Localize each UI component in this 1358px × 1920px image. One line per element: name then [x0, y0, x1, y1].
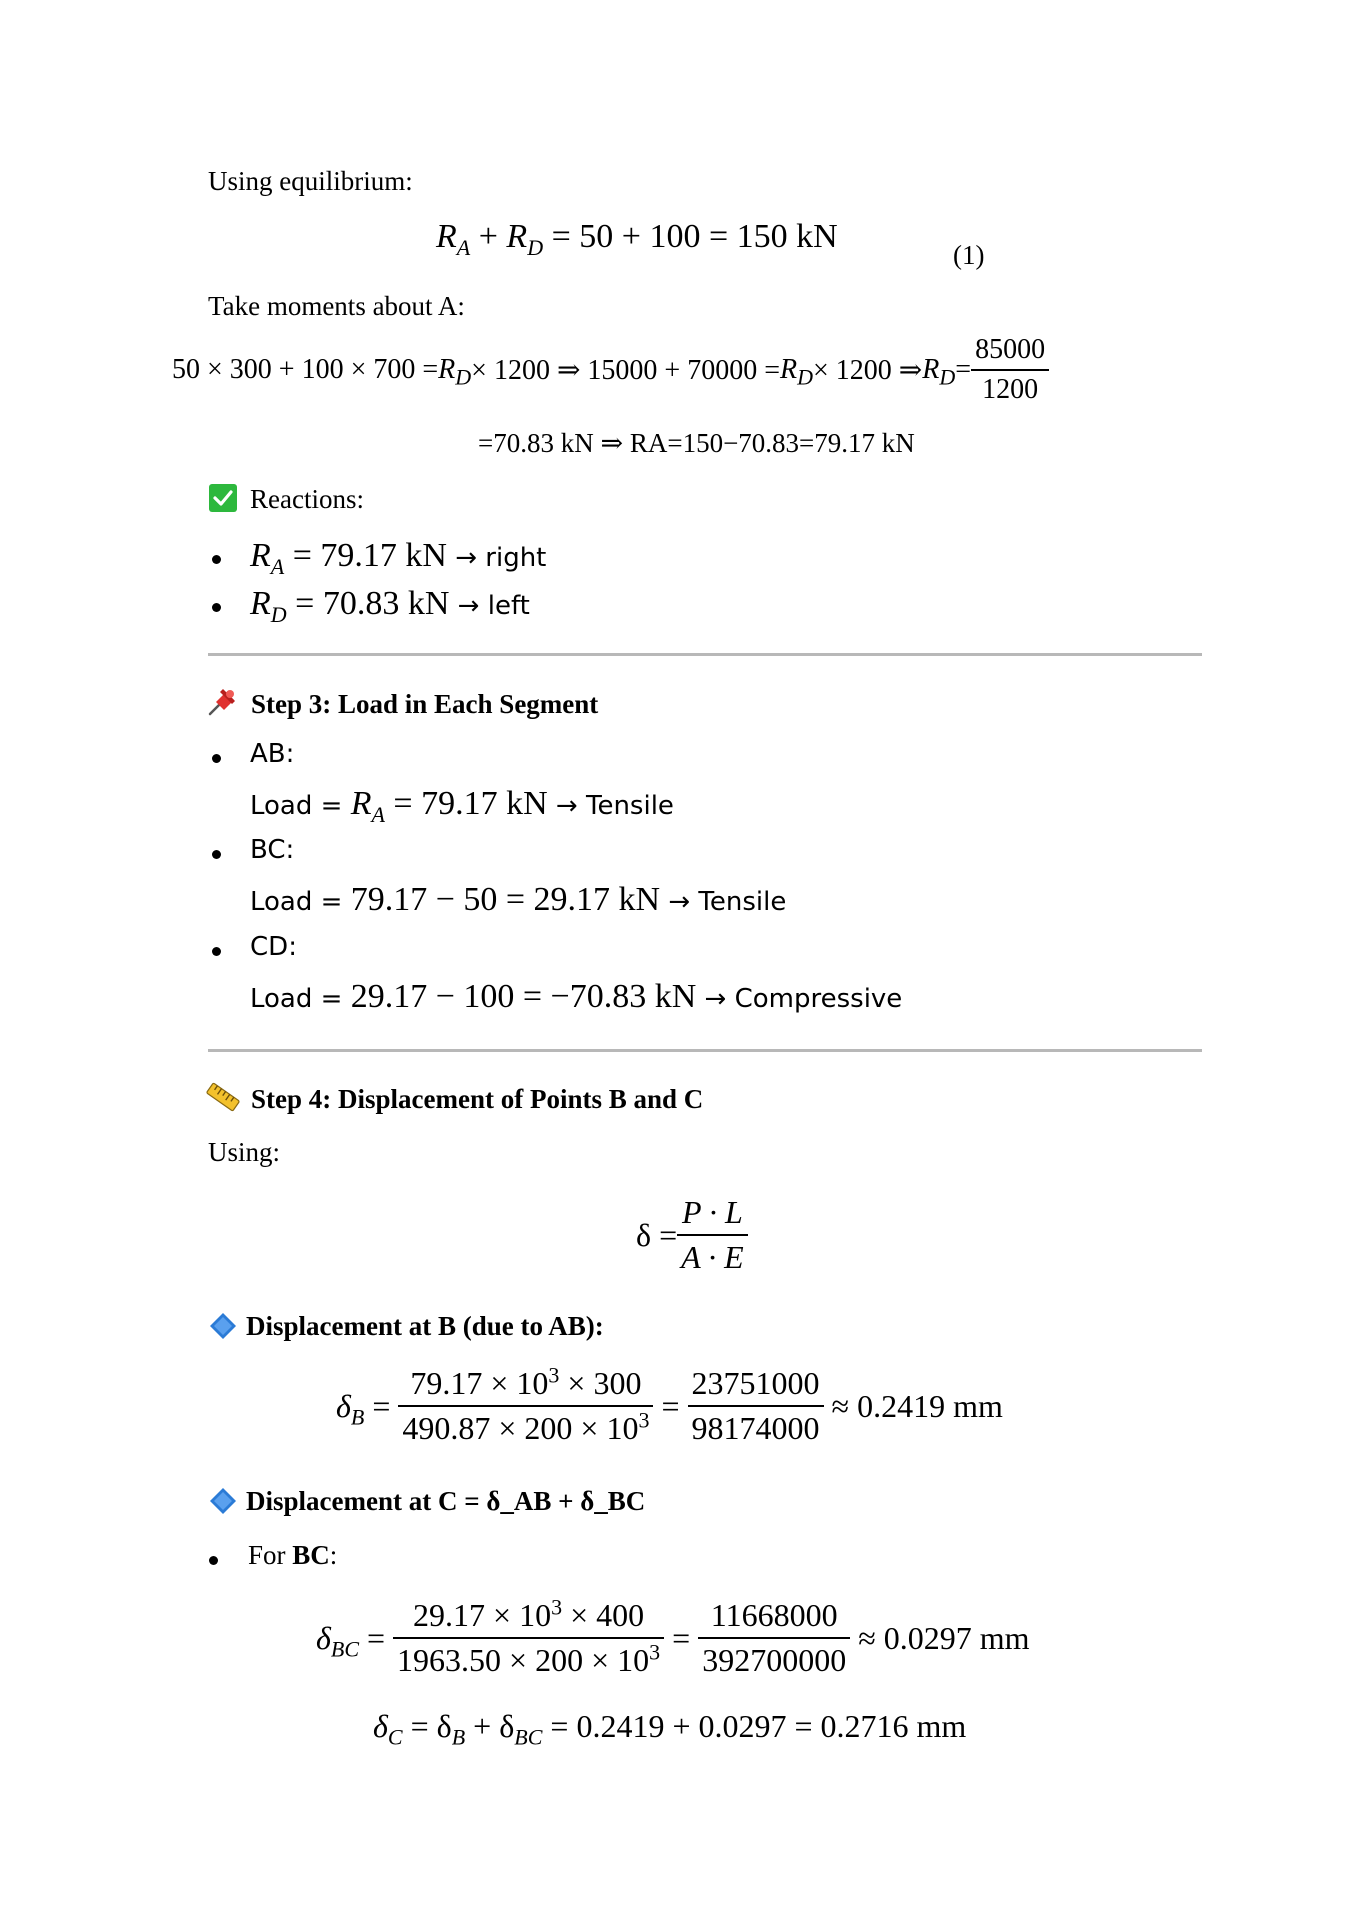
segment-ab-label: AB: [250, 739, 286, 769]
disp-c-bc-sub: BC: [514, 1724, 543, 1750]
reaction-rd-value: = 70.83 kN: [286, 585, 450, 622]
disp-c-sub: C: [387, 1724, 403, 1750]
displacement-bc-equation: $\delta_{BC}$ = $\frac{29.17 \times 10^3 \times 400}{1963.50 \times 200 \times 10^3}$ = $\frac{11668000}{392700000}$ ≈ 0.0297 mm: [316, 1594, 1030, 1678]
disp-bc-den1-exp: 3: [649, 1639, 661, 1665]
moments-frac-num: 85000: [975, 334, 1046, 365]
check-mark-icon: [208, 483, 238, 513]
using-text: Using:: [208, 1137, 281, 1167]
moments-equation: [172, 334, 1049, 406]
moments-mid: × 1200 ⇒ 15000 + 70000 =: [471, 355, 781, 386]
eq1-rhs: = 50 + 100 = 150 kN: [543, 218, 838, 255]
disp-bc-den1: 1963.50 × 200 × 10: [397, 1642, 650, 1678]
step3-title: Step 3: Load in Each Segment: [251, 689, 599, 719]
disp-b-num2: 23751000: [691, 1365, 820, 1401]
reaction-item-rd: [250, 585, 530, 627]
reaction-ra-symbol: R: [250, 537, 271, 574]
disp-bc-num1-exp: 3: [551, 1594, 563, 1620]
segment-ab-load: [250, 785, 674, 827]
moments-lhs: 50 × 300 + 100 × 700 =: [172, 354, 439, 385]
segment-cd-type: Compressive: [734, 984, 903, 1014]
disp-c-b-sub: B: [451, 1724, 466, 1750]
reaction-rd-symbol: R: [250, 585, 271, 622]
delta-formula-lhs: δ =: [636, 1216, 678, 1253]
segment-ab-expr: = 79.17 kN: [384, 785, 548, 822]
reaction-rd-sub: D: [270, 601, 287, 627]
segment-ab-arrow: →: [547, 791, 586, 821]
segment-bc-name: [250, 835, 294, 865]
eq1-plus: +: [470, 218, 507, 255]
disp-c-result: = 0.2419 + 0.0297 = 0.2716 mm: [542, 1708, 967, 1744]
disp-b-fraction-1: [398, 1362, 653, 1447]
moments-rd2-sub: D: [797, 364, 814, 390]
reaction-ra-value: = 79.17 kN: [284, 537, 447, 574]
moments-fraction: [971, 334, 1049, 406]
segment-cd-load-label: Load =: [250, 984, 351, 1014]
bullet-dot: [212, 754, 221, 763]
segment-cd-colon: :: [288, 932, 297, 962]
equation-number: (1): [953, 240, 985, 270]
bullet-dot: [212, 603, 221, 612]
take-moments-text: Take moments about A:: [208, 291, 465, 321]
segment-bc-arrow: →: [660, 887, 699, 917]
disp-b-fraction-2: [688, 1365, 824, 1447]
blue-diamond-icon: [209, 1487, 237, 1515]
disp-c-eq-b: = δ: [402, 1708, 452, 1744]
delta-formula-den: A · E: [681, 1239, 744, 1275]
moments-rd3-sub: D: [939, 364, 956, 390]
segment-ab-name: [250, 739, 294, 769]
delta-formula-fraction: [677, 1194, 748, 1276]
moments-mid2: × 1200 ⇒: [813, 355, 923, 386]
disp-bc-num1: 29.17 × 10: [413, 1597, 552, 1633]
reactions-label: Reactions:: [250, 484, 364, 514]
disp-b-num1-exp: 3: [548, 1362, 560, 1388]
segment-cd-arrow: →: [696, 984, 735, 1014]
bullet-dot: [212, 947, 221, 956]
segment-cd-name: [250, 932, 297, 962]
segment-bc-type: Tensile: [698, 887, 787, 917]
disp-bc-result: ≈ 0.0297 mm: [858, 1619, 1030, 1656]
moments-rd-symbol: R: [438, 354, 456, 385]
moments-eq: =: [955, 354, 972, 385]
disp-b-den1-exp: 3: [638, 1407, 650, 1433]
segment-bc-colon: :: [285, 835, 295, 865]
eq1-rd-sub: D: [527, 234, 544, 260]
segment-bc-load: [250, 881, 786, 919]
for-bc-label: [248, 1540, 337, 1571]
segment-cd-expr: 29.17 − 100 = −70.83 kN: [350, 978, 697, 1015]
bullet-dot: [209, 1556, 218, 1565]
reaction-ra-sub: A: [270, 553, 285, 579]
moments-rd-sub: D: [455, 364, 472, 390]
disp-b-num1: 79.17 × 10: [410, 1365, 549, 1401]
disp-bc-fraction-1: [393, 1594, 664, 1679]
segment-ab-type: Tensile: [585, 791, 674, 821]
delta-formula: [636, 1194, 748, 1276]
step4-title: Step 4: Displacement of Points B and C: [251, 1084, 704, 1114]
bullet-dot: [212, 555, 221, 564]
for-colon: :: [329, 1540, 338, 1570]
disp-bc-sub: BC: [330, 1635, 359, 1661]
using-equilibrium-text: Using equilibrium:: [208, 166, 413, 196]
eq1-rd-symbol: R: [506, 218, 528, 255]
disp-c-eq-c: + δ: [465, 1708, 515, 1744]
disp-bc-num1-rest: × 400: [562, 1597, 645, 1633]
disp-bc-den2: 392700000: [702, 1642, 847, 1678]
segment-bc-label: BC: [250, 835, 286, 865]
segment-bc-expr: 79.17 − 50 = 29.17 kN: [350, 881, 661, 918]
disp-bc-num2: 11668000: [710, 1597, 838, 1633]
for-bc-bold: BC: [292, 1540, 330, 1570]
segment-ab-symbol: R: [350, 785, 372, 822]
disp-bc-delta: δ: [316, 1619, 331, 1656]
displacement-b-equation: $\delta_B$ = $\frac{79.17 \times 10^3 \times 300}{490.87 \times 200 \times 10^3}$ = $\frac{23751000}{98174000}$ ≈ 0.2419 mm: [336, 1362, 1003, 1446]
disp-b-delta: δ: [336, 1387, 351, 1424]
section-divider: [208, 653, 1202, 656]
equation-1: [436, 218, 838, 260]
bullet-dot: [212, 850, 221, 859]
disp-c-delta: δ: [373, 1708, 388, 1744]
segment-ab-sub: A: [371, 801, 385, 827]
displacement-c-final: [373, 1708, 967, 1750]
displacement-c-title: Displacement at C = δ_AB + δ_BC: [246, 1486, 646, 1516]
reaction-ra-direction: → right: [446, 543, 547, 573]
moments-result: =70.83 kN ⇒ RA=150−70.83=79.17 kN: [478, 428, 915, 458]
ruler-icon: [206, 1080, 240, 1114]
segment-ab-colon: :: [285, 739, 295, 769]
disp-b-den2: 98174000: [691, 1410, 820, 1446]
reaction-rd-direction: → left: [449, 591, 530, 621]
disp-b-sub: B: [350, 1403, 365, 1429]
eq1-ra-symbol: R: [436, 218, 457, 255]
segment-ab-load-label: Load =: [250, 791, 351, 821]
moments-rd2-symbol: R: [780, 354, 798, 385]
blue-diamond-icon: [209, 1312, 237, 1340]
moments-frac-den: 1200: [982, 374, 1039, 405]
moments-rd3-symbol: R: [922, 354, 940, 385]
eq1-ra-sub: A: [456, 234, 471, 260]
delta-formula-num: P · L: [682, 1194, 743, 1230]
displacement-b-title: Displacement at B (due to AB):: [246, 1311, 604, 1341]
disp-b-num1-rest: × 300: [559, 1365, 642, 1401]
disp-bc-fraction-2: [698, 1597, 850, 1679]
segment-bc-load-label: Load =: [250, 887, 351, 917]
section-divider: [208, 1049, 1202, 1052]
for-label: For: [248, 1540, 293, 1570]
segment-cd-label: CD: [250, 932, 289, 962]
reaction-item-ra: [250, 537, 547, 579]
disp-b-result: ≈ 0.2419 mm: [831, 1387, 1003, 1424]
disp-b-den1: 490.87 × 200 × 10: [402, 1410, 639, 1446]
segment-cd-load: [250, 978, 902, 1016]
pushpin-icon: [206, 684, 240, 718]
